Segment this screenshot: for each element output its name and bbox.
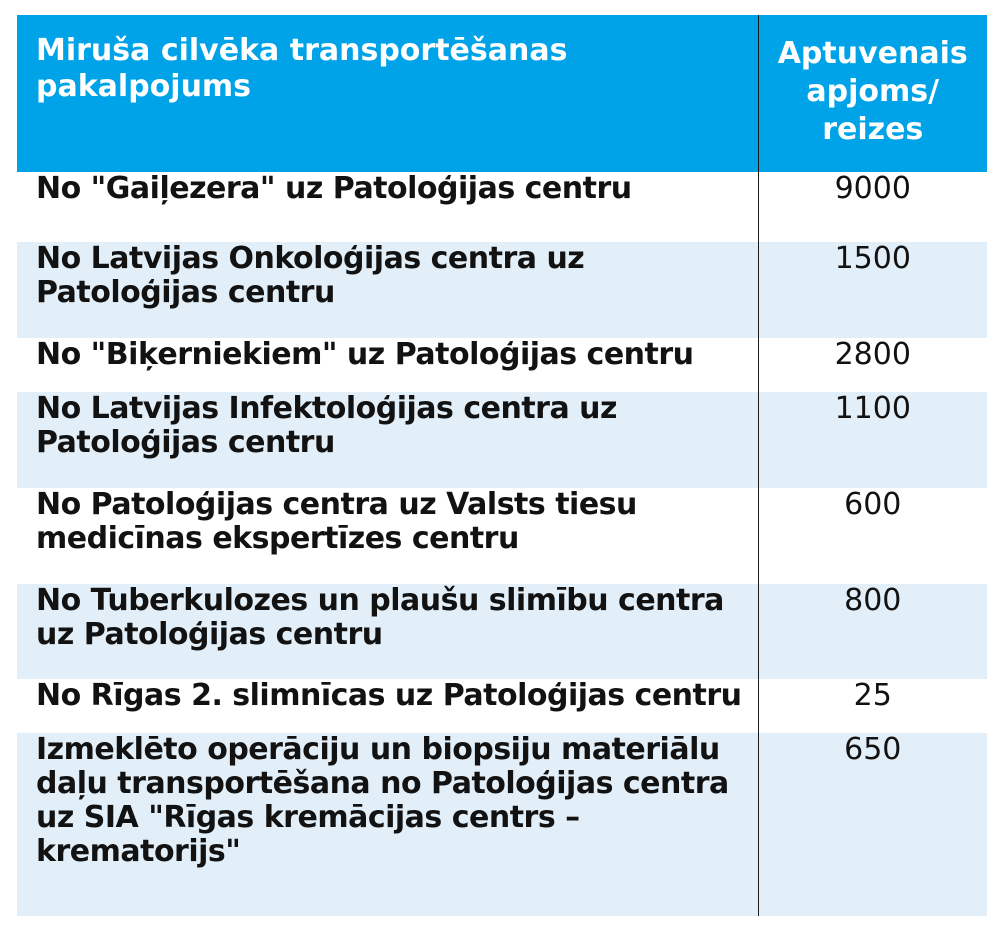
table-row — [17, 679, 987, 733]
header-volume: Aptuvenais apjoms/ reizes — [758, 15, 987, 172]
volume-cell: 1100 — [758, 392, 987, 488]
volume-cell: 650 — [758, 733, 987, 916]
service-cell: No Patoloģijas centra uz Valsts tiesu medicīnas ekspertīzes centru — [17, 488, 758, 584]
table-row — [17, 733, 987, 916]
service-cell: No Latvijas Onkoloģijas centra uz Patoloģijas centru — [17, 242, 758, 338]
service-cell: No "Biķerniekiem" uz Patoloģijas centru — [17, 338, 758, 392]
table-row — [17, 584, 987, 680]
header-service: Miruša cilvēka transportēšanas pakalpojums — [17, 15, 758, 172]
table-row — [17, 488, 987, 584]
service-cell: No Rīgas 2. slimnīcas uz Patoloģijas centru — [17, 679, 758, 733]
volume-cell: 25 — [758, 679, 987, 733]
volume-cell: 1500 — [758, 242, 987, 338]
service-cell: No Tuberkulozes un plaušu slimību centra uz Patoloģijas centru — [17, 584, 758, 680]
table-row — [17, 172, 987, 242]
volume-cell: 800 — [758, 584, 987, 680]
volume-cell: 600 — [758, 488, 987, 584]
table-row — [17, 392, 987, 488]
volume-cell: 9000 — [758, 172, 987, 242]
service-cell: Izmeklēto operāciju un biopsiju materiālu daļu transportēšana no Patoloģijas centra uz SIA "Rīgas kremācijas centrs – krematorijs" — [17, 733, 758, 916]
table-row — [17, 338, 987, 392]
service-cell: No Latvijas Infektoloģijas centra uz Patoloģijas centru — [17, 392, 758, 488]
service-cell: No "Gaiļezera" uz Patoloģijas centru — [17, 172, 758, 242]
table-row — [17, 242, 987, 338]
transport-services-table — [17, 15, 987, 916]
volume-cell: 2800 — [758, 338, 987, 392]
table-header-row — [17, 15, 987, 172]
